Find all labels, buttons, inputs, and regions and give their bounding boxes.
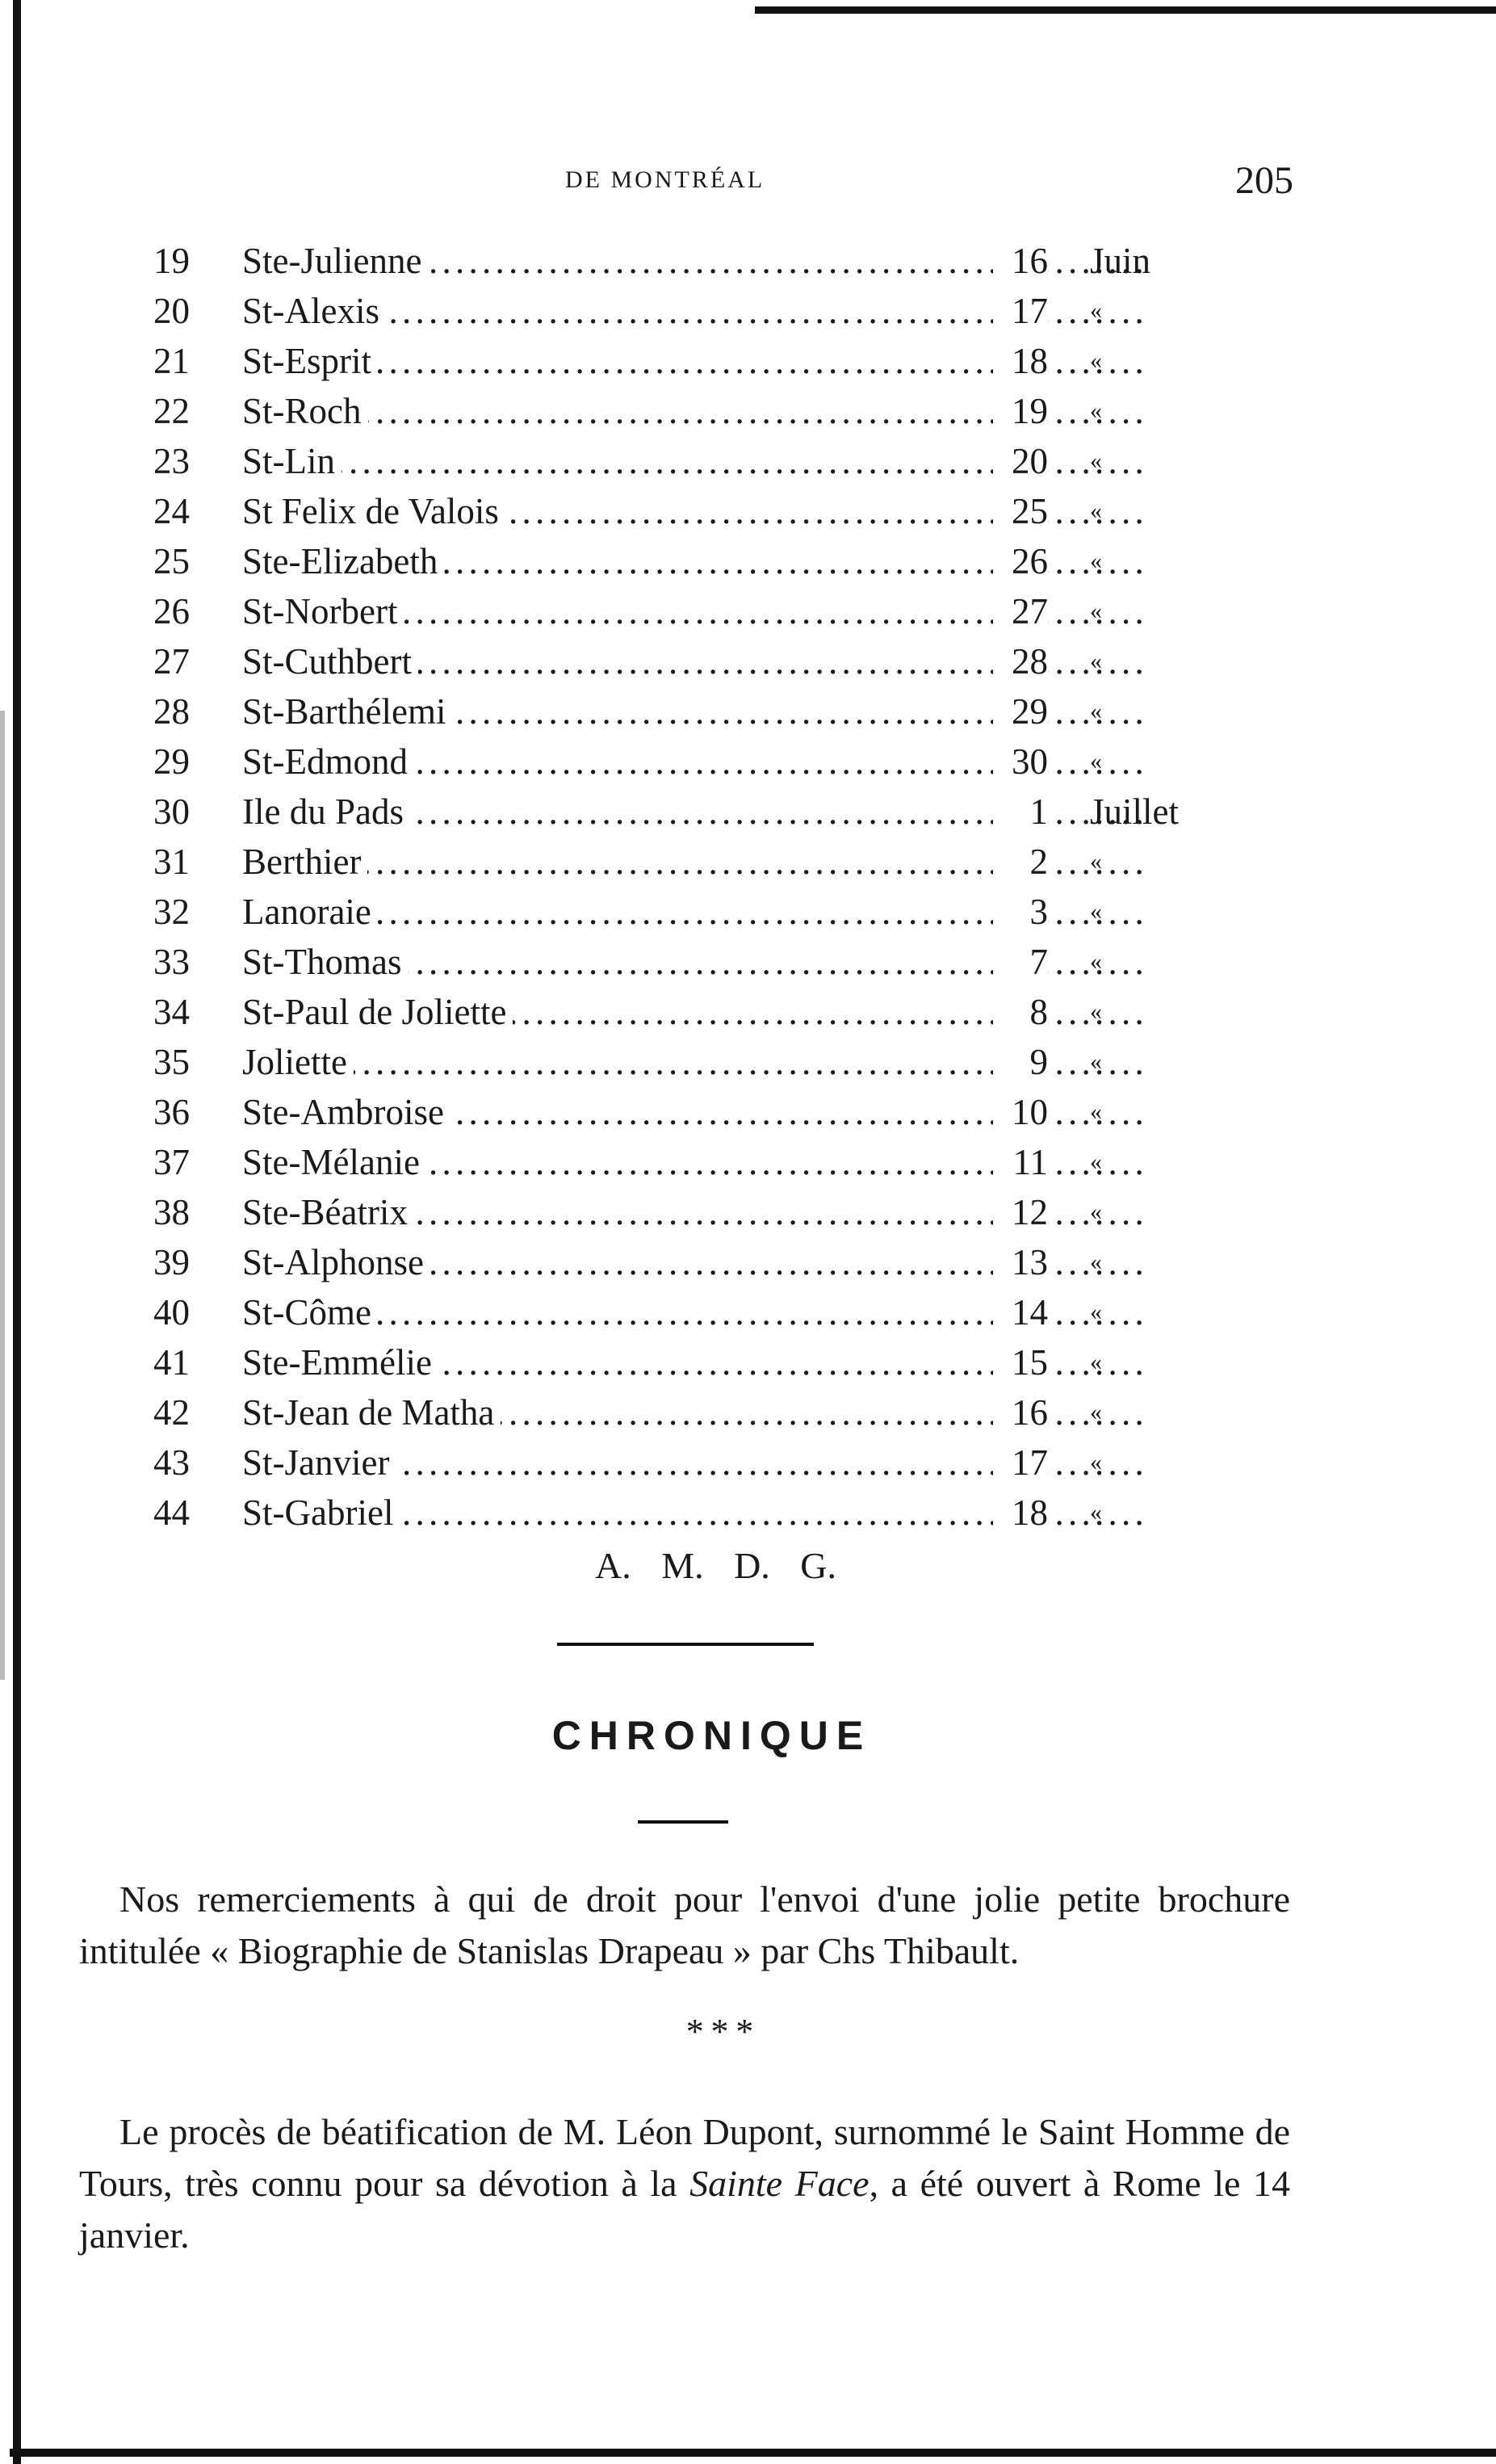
paragraph-2-text: Le procès de béatification de M. Léon Dupont, surnommé le Saint Homme de Tours, très connu pour sa dévotion à la bbox=[79, 2111, 1290, 2204]
schedule-row bbox=[153, 1287, 1259, 1337]
entry-number: 36 bbox=[153, 1092, 190, 1132]
entry-number: 19 bbox=[153, 241, 190, 281]
visit-day: 18 bbox=[993, 1488, 1048, 1538]
running-head: DE MONTRÉAL bbox=[565, 166, 765, 193]
entry-number: 39 bbox=[153, 1242, 190, 1282]
parish-name-text: Ile du Pads bbox=[242, 791, 410, 832]
schedule-row bbox=[153, 1438, 1259, 1488]
parish-name-text: St-Alphonse bbox=[242, 1242, 430, 1282]
visit-month: Juillet bbox=[1090, 791, 1179, 832]
visit-month: « bbox=[1090, 347, 1102, 374]
parish-name-text: St-Barthélemi bbox=[242, 691, 452, 732]
entry-number: 31 bbox=[153, 842, 190, 882]
schedule-row bbox=[153, 1337, 1259, 1387]
schedule-row bbox=[153, 787, 1259, 837]
parish-name-text: St-Edmond bbox=[242, 741, 414, 782]
visit-day: 26 bbox=[993, 536, 1048, 586]
chronicle-paragraph-1: Nos remerciements à qui de droit pour l'envoi d'une jolie petite brochure intitulée « Biographie de Stanislas Drapeau » par Chs Thibault. bbox=[79, 1878, 1290, 1971]
entry-number: 29 bbox=[153, 741, 190, 782]
entry-number: 22 bbox=[153, 391, 190, 431]
entry-number: 37 bbox=[153, 1142, 190, 1182]
parish-name-text: Ste-Emmélie bbox=[242, 1342, 438, 1383]
schedule-row bbox=[153, 286, 1259, 336]
visit-month: « bbox=[1090, 1449, 1102, 1475]
entry-number: 38 bbox=[153, 1192, 190, 1232]
schedule-row bbox=[153, 1237, 1259, 1287]
title-underline bbox=[638, 1820, 728, 1824]
entry-number: 35 bbox=[153, 1042, 190, 1082]
page-header bbox=[0, 158, 1496, 207]
visit-day: 16 bbox=[993, 1387, 1048, 1438]
schedule-row bbox=[153, 1387, 1259, 1438]
visit-month: « bbox=[1090, 447, 1102, 474]
schedule-row bbox=[153, 686, 1259, 737]
entry-number: 27 bbox=[153, 641, 190, 682]
schedule-row bbox=[153, 586, 1259, 636]
schedule-row bbox=[153, 1488, 1259, 1538]
parish-name-text: Ste-Elizabeth bbox=[242, 541, 444, 581]
visit-day: 15 bbox=[993, 1337, 1048, 1387]
parish-name-text: St-Thomas bbox=[242, 942, 409, 982]
visit-month: « bbox=[1090, 548, 1102, 574]
visit-day: 2 bbox=[993, 837, 1048, 887]
visit-day: 12 bbox=[993, 1187, 1048, 1237]
bottom-rule bbox=[10, 2449, 1496, 2457]
visit-month: « bbox=[1090, 598, 1102, 624]
visit-day: 27 bbox=[993, 586, 1048, 636]
parish-schedule-list bbox=[153, 236, 1259, 1538]
entry-number: 43 bbox=[153, 1442, 190, 1483]
visit-month: « bbox=[1090, 1098, 1102, 1125]
visit-day: 3 bbox=[993, 887, 1048, 937]
visit-day: 25 bbox=[993, 486, 1048, 536]
visit-day: 14 bbox=[993, 1287, 1048, 1337]
chronicle-paragraph-2 bbox=[79, 2106, 1290, 2261]
visit-day: 8 bbox=[993, 987, 1048, 1037]
schedule-row bbox=[153, 737, 1259, 787]
schedule-row bbox=[153, 336, 1259, 386]
schedule-row bbox=[153, 987, 1259, 1037]
schedule-row bbox=[153, 1137, 1259, 1187]
visit-month: « bbox=[1090, 998, 1102, 1025]
visit-month: « bbox=[1090, 1399, 1102, 1425]
closing-motto: A. M. D. G. bbox=[594, 1545, 837, 1586]
entry-number: 41 bbox=[153, 1342, 190, 1383]
schedule-row bbox=[153, 386, 1259, 436]
schedule-row bbox=[153, 536, 1259, 586]
visit-day: 30 bbox=[993, 737, 1048, 787]
schedule-row bbox=[153, 837, 1259, 887]
paragraph-2-italic: Sainte Face bbox=[689, 2163, 870, 2204]
visit-month: « bbox=[1090, 1499, 1102, 1526]
entry-number: 33 bbox=[153, 942, 190, 982]
visit-day: 9 bbox=[993, 1037, 1048, 1087]
parish-name-text: St-Lin bbox=[242, 441, 342, 481]
schedule-row bbox=[153, 937, 1259, 987]
parish-name-text: St-Norbert bbox=[242, 591, 404, 632]
visit-month: Juin bbox=[1090, 241, 1151, 281]
visit-day: 16 bbox=[993, 236, 1048, 286]
visit-day: 18 bbox=[993, 336, 1048, 386]
entry-number: 24 bbox=[153, 491, 190, 531]
parish-name-text: Ste-Julienne bbox=[242, 241, 428, 281]
visit-day: 11 bbox=[993, 1137, 1048, 1187]
entry-number: 25 bbox=[153, 541, 190, 581]
parish-name-text: Ste-Mélanie bbox=[242, 1142, 426, 1182]
parish-name-text: St-Côme bbox=[242, 1292, 378, 1333]
visit-month: « bbox=[1090, 397, 1102, 424]
schedule-row bbox=[153, 887, 1259, 937]
visit-day: 20 bbox=[993, 436, 1048, 486]
parish-name-text: Berthier bbox=[242, 842, 367, 882]
parish-name-text: St-Gabriel bbox=[242, 1492, 400, 1533]
schedule-row bbox=[153, 1187, 1259, 1237]
parish-name-text: St-Esprit bbox=[242, 341, 378, 381]
visit-month: « bbox=[1090, 848, 1102, 875]
parish-name-text: Ste-Béatrix bbox=[242, 1192, 414, 1232]
visit-day: 19 bbox=[993, 386, 1048, 436]
visit-month: « bbox=[1090, 1148, 1102, 1175]
entry-number: 21 bbox=[153, 341, 190, 381]
section-separator bbox=[557, 1643, 814, 1646]
parish-name-text: St-Cuthbert bbox=[242, 641, 418, 682]
entry-number: 32 bbox=[153, 892, 190, 932]
schedule-row bbox=[153, 636, 1259, 686]
visit-month: « bbox=[1090, 698, 1102, 724]
visit-month: « bbox=[1090, 497, 1102, 524]
visit-month: « bbox=[1090, 1198, 1102, 1225]
entry-number: 28 bbox=[153, 691, 190, 732]
parish-name-text: St-Alexis bbox=[242, 291, 386, 331]
page-edge-rule bbox=[13, 0, 21, 2464]
schedule-row bbox=[153, 1087, 1259, 1137]
entry-number: 42 bbox=[153, 1392, 190, 1433]
parish-name-text: St-Roch bbox=[242, 391, 368, 431]
visit-day: 29 bbox=[993, 686, 1048, 737]
visit-day: 10 bbox=[993, 1087, 1048, 1137]
parish-name-text: St-Jean de Matha bbox=[242, 1392, 501, 1433]
visit-month: « bbox=[1090, 1299, 1102, 1325]
entry-number: 44 bbox=[153, 1492, 190, 1533]
visit-month: « bbox=[1090, 648, 1102, 674]
parish-name-text: Ste-Ambroise bbox=[242, 1092, 450, 1132]
visit-month: « bbox=[1090, 748, 1102, 774]
schedule-row bbox=[153, 236, 1259, 286]
entry-number: 34 bbox=[153, 992, 190, 1032]
visit-day: 1 bbox=[993, 787, 1048, 837]
paragraph-2-tail: , a été ouvert à Rome le 14 janvier. bbox=[79, 2163, 1290, 2256]
visit-month: « bbox=[1090, 1349, 1102, 1375]
visit-month: « bbox=[1090, 948, 1102, 975]
parish-name-text: St-Paul de Joliette bbox=[242, 992, 513, 1032]
visit-month: « bbox=[1090, 898, 1102, 925]
visit-day: 17 bbox=[993, 286, 1048, 336]
visit-month: « bbox=[1090, 297, 1102, 324]
page-number: 205 bbox=[1235, 159, 1293, 202]
visit-month: « bbox=[1090, 1048, 1102, 1075]
schedule-row bbox=[153, 486, 1259, 536]
entry-number: 26 bbox=[153, 591, 190, 632]
top-rule bbox=[755, 6, 1496, 14]
visit-day: 17 bbox=[993, 1438, 1048, 1488]
parish-name-text: St Felix de Valois bbox=[242, 491, 505, 531]
schedule-row bbox=[153, 1037, 1259, 1087]
entry-number: 30 bbox=[153, 791, 190, 832]
page-edge-shadow bbox=[0, 711, 5, 1680]
entry-number: 40 bbox=[153, 1292, 190, 1333]
section-title: CHRONIQUE bbox=[551, 1713, 872, 1758]
parish-name-text: Lanoraie bbox=[242, 892, 378, 932]
visit-day: 7 bbox=[993, 937, 1048, 987]
parish-name-text: Joliette bbox=[242, 1042, 354, 1082]
visit-month: « bbox=[1090, 1249, 1102, 1275]
entry-number: 23 bbox=[153, 441, 190, 481]
schedule-row bbox=[153, 436, 1259, 486]
visit-day: 28 bbox=[993, 636, 1048, 686]
parish-name-text: St-Janvier bbox=[242, 1442, 396, 1483]
asterism: * * * bbox=[685, 2012, 754, 2051]
visit-day: 13 bbox=[993, 1237, 1048, 1287]
entry-number: 20 bbox=[153, 291, 190, 331]
